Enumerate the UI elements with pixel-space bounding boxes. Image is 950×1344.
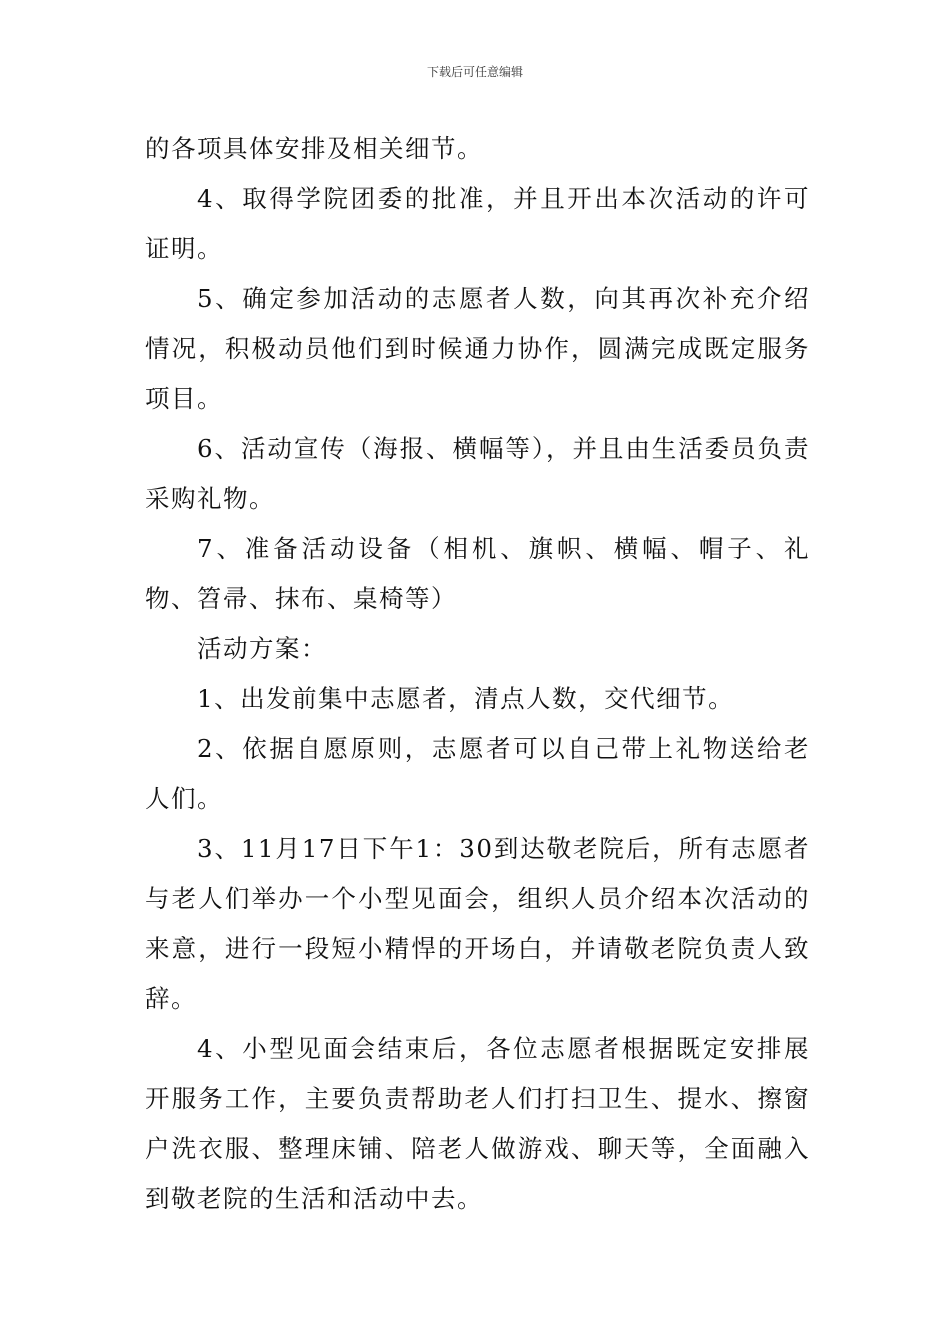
- paragraph-plan-4: 4、小型见面会结束后，各位志愿者根据既定安排展开服务工作，主要负责帮助老人们打扫卫生、提水、擦窗户洗衣服、整理床铺、陪老人做游戏、聊天等，全面融入到敬老院的生活和活动中去。: [145, 1034, 810, 1213]
- paragraph-step-5-volunteers: 5、确定参加活动的志愿者人数，向其再次补充介绍情况，积极动员他们到时候通力协作，圆满完成既定服务项目。: [145, 284, 810, 413]
- paragraph-continuation: 的各项具体安排及相关细节。: [145, 134, 483, 163]
- paragraph-plan-2: 2、依据自愿原则，志愿者可以自己带上礼物送给老人们。: [145, 734, 810, 813]
- paragraph-plan-1: 1、出发前集中志愿者，清点人数，交代细节。: [197, 684, 735, 713]
- section-heading-activity-plan: 活动方案：: [197, 634, 327, 663]
- paragraph-step-6-publicity: 6、活动宣传（海报、横幅等），并且由生活委员负责采购礼物。: [145, 434, 810, 513]
- paragraph-step-7-equipment: 7、准备活动设备（相机、旗帜、横幅、帽子、礼物、笤帚、抹布、桌椅等）: [145, 534, 810, 613]
- document-body: [145, 124, 810, 1224]
- page-header: 下载后可任意编辑: [426, 65, 523, 79]
- paragraph-plan-3: 3、11月17日下午1：30到达敬老院后，所有志愿者与老人们举办一个小型见面会，组织人员介绍本次活动的来意，进行一段短小精悍的开场白，并请敬老院负责人致辞。: [145, 834, 810, 1013]
- paragraph-step-4-approval: 4、取得学院团委的批准，并且开出本次活动的许可证明。: [145, 184, 810, 263]
